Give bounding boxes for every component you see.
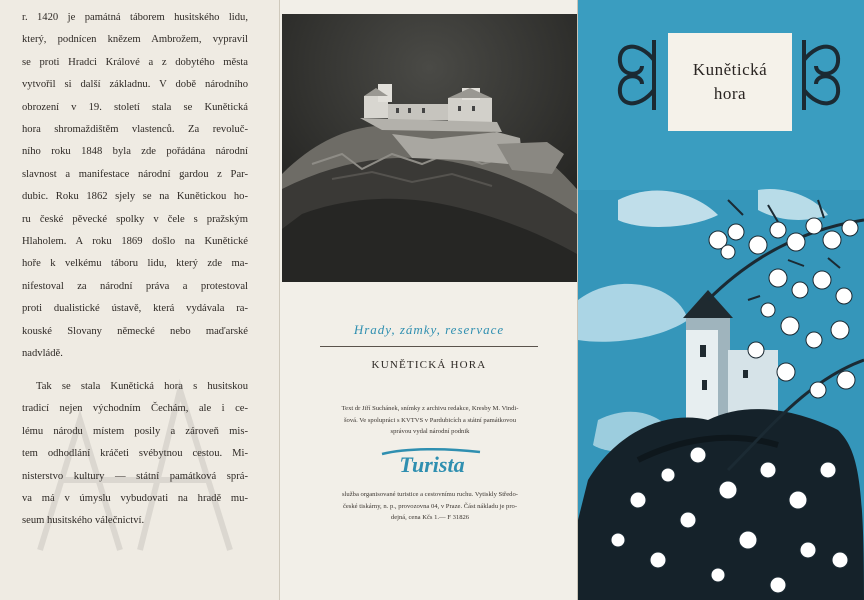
credits-text — [316, 403, 544, 438]
printer-info-line: české tiskárny, n. p., provozovna 04, v Praze. Část nákladu je pro- — [342, 502, 518, 510]
credits-line: správou vydal národní podnik — [390, 428, 470, 436]
divider-rule — [320, 346, 538, 347]
history-paragraph-1 — [22, 7, 248, 366]
printer-info-line: dejná, cena Kčs 1.— F 31826 — [390, 514, 470, 522]
paragraph-line: kouské Slovany německé nebo maďarské — [22, 325, 248, 337]
printer-info-text — [316, 489, 544, 524]
paragraph-line: dubic. Roku 1862 sjely se na Kunětickou ho- — [22, 191, 248, 203]
paragraph-line: lému národu místem posily a zároveň mis- — [22, 425, 248, 437]
paragraph-line: hora shromaždištěm vlastenců. Za revoluč- — [22, 124, 248, 136]
paragraph-line: hoře k velkému táboru lidu, který zde ma- — [22, 258, 248, 270]
paragraph-line: nifestoval za národní práva a protestoval — [22, 280, 248, 292]
paragraph-line: r. 1420 je památná táborem husitského lidu, — [22, 12, 248, 23]
paragraph-line: Hlaholem. A roku 1869 došlo na Kunětické — [22, 236, 248, 248]
booklet-title: KUNĚTICKÁ HORA — [371, 359, 487, 371]
paragraph-line: vytvořil si další základnu. V době národního — [22, 79, 248, 91]
cover-title-line-1: Kunětická — [692, 60, 768, 79]
cover-title-box — [668, 33, 792, 131]
svg-text:Turista: Turista — [399, 452, 465, 477]
back-cover-panel — [280, 0, 578, 600]
paragraph-line: obrození v 19. století stala se Kunětická — [22, 101, 248, 113]
paragraph-line: který, podnícen knězem Ambrožem, vypravil — [22, 34, 248, 46]
paragraph-line: slavnost a manifestace národní gardou z Par- — [22, 168, 248, 180]
paragraph-line: seum husitského válečnictví. — [22, 515, 145, 527]
paragraph-line: nadvládě. — [22, 348, 63, 360]
paragraph-line: ního roku 1848 byla zde pořádána národní — [22, 146, 248, 158]
paragraph-line: proti dualistické ústavě, která vydávala ra- — [22, 303, 248, 315]
history-paragraph-2 — [22, 376, 248, 533]
front-cover-panel — [578, 0, 864, 600]
paragraph-line: Tak se stala Kunětická hora s husitskou — [36, 381, 248, 392]
paragraph-line: tradicí nejen východním Čechám, ale i ce- — [22, 403, 248, 415]
cover-title-line-2: hora — [713, 84, 747, 103]
turista-publisher-logo — [376, 446, 488, 480]
printer-info-line: služba organisované turistice a cestovnímu ruchu. Vytiskly Středo- — [342, 491, 518, 498]
credits-line: Text dr Jiří Suchánek, snímky z archivu redakce, Kresby M. Vindi- — [341, 405, 519, 412]
castle-photo — [282, 14, 577, 282]
paragraph-line: ru české pěvecké spolky v čele s pražským — [22, 213, 248, 225]
paragraph-line: va má v úmyslu vybudovati na hradě mu- — [22, 493, 248, 505]
paragraph-line: se proti Hradci Králové a z dobytého města — [22, 56, 248, 68]
paragraph-line: nisterstvo kultury — státní památková sprá- — [22, 470, 248, 482]
credits-line: šová. Ve spolupráci s KVTVS v Pardubicích a státní památkovou — [343, 416, 517, 424]
text-panel — [0, 0, 280, 600]
series-title: Hrady, zámky, reservace — [353, 322, 505, 337]
paragraph-line: tem odhodlání kráčeti svébytnou cestou. Mi- — [22, 448, 248, 460]
